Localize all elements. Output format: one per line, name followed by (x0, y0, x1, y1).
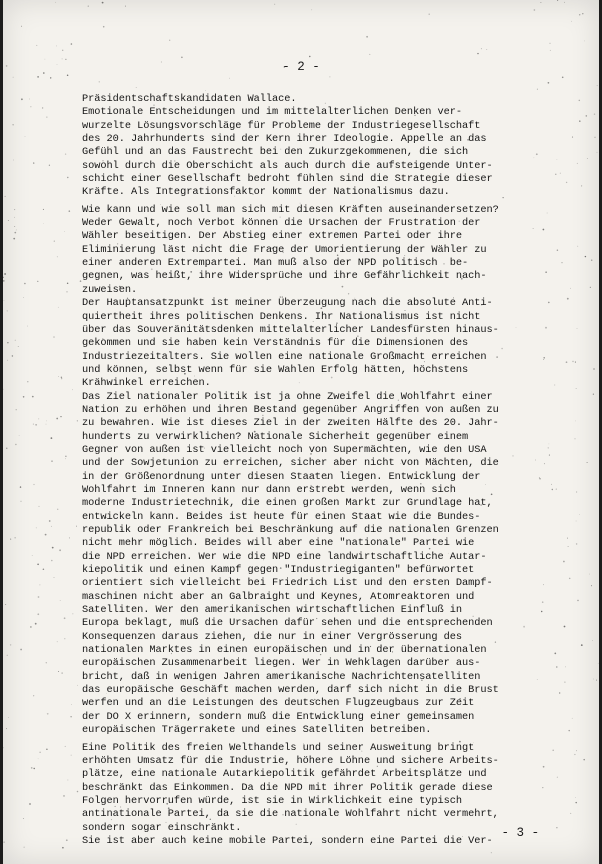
text-line: Gefühl und an das Faustrecht bei den Zukurzgekommenen, die sich (82, 146, 469, 159)
text-line: Eliminierung läst nicht die Frage der Umorientierung der Wähler zu (82, 243, 487, 256)
speck (77, 685, 78, 686)
text-line: Der Hauptansatzpunkt ist meiner Überzeugung nach die absolute Anti- (82, 297, 493, 310)
speck (3, 841, 5, 843)
text-line: Folgen hervorrufen würde, ist sie in Wirklichkeit eine typisch (82, 794, 463, 807)
speck (38, 758, 39, 759)
speck (537, 89, 538, 90)
speck (71, 43, 73, 45)
speck (56, 418, 58, 420)
text-line: gegnen, was heißt, ihre Widersprüche und ihre Gefährlichkeit nach- (82, 270, 487, 283)
speck (169, 40, 170, 41)
speck (369, 54, 370, 55)
speck (21, 98, 23, 100)
text-line: Industriezeitalters. Sie wollen eine nationale Großmacht erreichen (82, 350, 487, 363)
speck (593, 394, 594, 395)
speck (24, 283, 26, 285)
text-line: entwickeln kann. Beides ist heute für einen Staat wie die Bundes- (82, 510, 481, 523)
speck (4, 273, 6, 275)
speck (57, 509, 58, 510)
text-line: Präsidentschaftskandidaten Wallace. (82, 93, 297, 105)
speck (7, 310, 8, 311)
paragraph (82, 93, 582, 200)
speck (274, 4, 275, 5)
speck (591, 259, 592, 260)
speck (27, 381, 28, 382)
text-line: orientiert sich vielleicht bei Friedrich List und den ersten Dampf- (82, 577, 493, 590)
text-line: Wie kann und wie soll man sich mit diesen Kräften auseinandersetzen? (82, 203, 499, 216)
speck (18, 346, 19, 347)
text-line: wurzelte Lösungsvorschläge für Probleme der Industriegesellschaft (82, 119, 481, 132)
speck (59, 549, 61, 551)
speck (549, 43, 550, 44)
speck (54, 577, 55, 578)
text-line: hunderts zu verwirklichen? Nationale Sicherheit gegenüber einem (82, 430, 469, 443)
speck (14, 217, 15, 218)
speck (57, 641, 58, 642)
speck (54, 241, 55, 242)
text-line: Emotionale Entscheidungen und im mittelalterlichen Denken ver- (82, 106, 463, 119)
speck (5, 604, 6, 605)
speck (50, 77, 51, 78)
speck (329, 76, 330, 77)
speck (65, 456, 66, 457)
speck (38, 418, 39, 419)
speck (67, 74, 69, 76)
speck (590, 287, 591, 288)
speck (29, 99, 30, 100)
speck (62, 673, 63, 674)
speck (33, 162, 34, 163)
speck (53, 336, 55, 338)
text-line: einer anderen Extrempartei. Man muß also der NPD politisch be- (82, 257, 469, 270)
document-page (3, 0, 599, 864)
speck (181, 56, 183, 58)
text-line: Wohlfahrt im Inneren kann nur dann erstrebt werden, wenn sich (82, 483, 456, 496)
text-line: Wähler beseitigen. Der Abstieg einer extremen Partei oder ihre (82, 230, 463, 243)
text-line: Nation zu erhöhen und ihren Bestand gegenüber Angriffen von außen zu (82, 403, 499, 416)
speck (62, 847, 64, 849)
speck (29, 803, 31, 805)
speck (7, 655, 8, 656)
text-line: quiertheit ihres politischen Denkens. Ihr Nationalismus ist nicht (82, 310, 481, 323)
speck (586, 115, 588, 117)
speck (491, 852, 492, 853)
speck (55, 2, 56, 3)
speck (102, 2, 104, 4)
speck (67, 177, 68, 178)
speck (24, 847, 25, 848)
speck (25, 136, 26, 137)
speck (39, 752, 40, 753)
speck (10, 644, 11, 645)
speck (61, 378, 62, 379)
speck (6, 448, 7, 449)
speck (594, 114, 595, 115)
speck (13, 160, 14, 161)
speck (33, 484, 34, 485)
speck (58, 376, 59, 377)
text-line: gekommen und sie haben kein Verständnis für die Dimensionen des (82, 337, 469, 350)
speck (7, 342, 8, 343)
speck (125, 6, 126, 7)
speck (49, 165, 50, 166)
speck (477, 53, 478, 54)
speck (68, 780, 69, 781)
speck (61, 377, 62, 378)
speck (37, 76, 39, 78)
speck (23, 396, 25, 398)
text-line: und können, selbst wenn für sie Wahlen Erfolg hätten, höchstens (82, 363, 469, 376)
speck (31, 767, 33, 769)
speck (69, 537, 70, 538)
speck (13, 77, 14, 78)
speck (52, 547, 54, 549)
speck (14, 209, 15, 210)
text-line: Das Ziel nationaler Politik ist ja ohne Zweifel die Wohlfahrt einer (82, 390, 493, 403)
speck (67, 291, 68, 292)
text-line: Konsequenzen daraus ziehen, die nur in einer Vergrösserung des (82, 630, 463, 643)
text-line: sondern sogar einschränkt. (82, 821, 242, 834)
text-line: kiepolitik und einen Kampf gegen "Industriegiganten" befürwortet (82, 564, 475, 577)
speck (103, 26, 105, 28)
speck (36, 45, 37, 46)
speck (27, 326, 28, 327)
speck (595, 137, 596, 138)
speck (77, 420, 78, 421)
text-line: Gegner von außen ist vielleicht noch von Supermächten, wie den USA (82, 443, 487, 456)
speck (205, 90, 206, 91)
speck (51, 560, 53, 562)
speck (51, 526, 52, 527)
text-line: republik oder Frankreich bei Beschränkung auf die nationalen Grenzen (82, 524, 499, 536)
speck (12, 355, 13, 356)
speck (579, 14, 580, 15)
speck (15, 444, 16, 445)
speck (32, 396, 34, 398)
body-text (82, 93, 582, 848)
speck (30, 626, 31, 627)
speck (584, 41, 585, 42)
page-number: - 2 - (282, 60, 320, 74)
text-line: europäischen Zusammenarbeit liegen. Wer in Wehklagen darüber aus- (82, 657, 481, 670)
speck (13, 238, 15, 240)
speck (3, 277, 4, 278)
speck (37, 563, 39, 565)
speck (16, 409, 17, 410)
speck (6, 728, 7, 729)
speck (428, 13, 429, 14)
speck (20, 501, 21, 502)
speck (7, 360, 8, 361)
speck (51, 460, 52, 461)
text-line: europäischen Trägerrakete und eines Satelliten betreiben. (82, 724, 432, 737)
speck (14, 232, 16, 234)
speck (557, 0, 558, 1)
speck (585, 256, 586, 257)
speck (33, 424, 34, 425)
speck (72, 389, 73, 390)
speck (597, 85, 598, 86)
speck (562, 77, 564, 79)
speck (46, 662, 47, 663)
speck (592, 640, 593, 641)
speck (65, 153, 66, 154)
speck (64, 231, 65, 232)
text-line: das europäische Geschäft machen werden, darf sich nicht in die Brust (82, 684, 499, 697)
speck (15, 537, 16, 538)
speck (30, 106, 31, 107)
text-line: Eine Politik des freien Welthandels und seiner Ausweitung bringt (82, 741, 475, 754)
speck (60, 600, 61, 601)
speck (67, 283, 68, 284)
speck (486, 49, 487, 50)
speck (63, 795, 65, 797)
speck (8, 220, 9, 221)
speck (62, 50, 63, 51)
speck (534, 9, 536, 11)
speck (571, 21, 572, 22)
speck (366, 36, 368, 38)
speck (23, 297, 24, 298)
speck (51, 437, 53, 439)
text-line: zu bewahren. Wie ist dieses Ziel in der zweiten Hälfte des 20. Jahr- (82, 417, 499, 430)
speck (49, 520, 51, 522)
text-line: nationalen Marktes in einen europäischen und in der übernationalen (82, 644, 487, 657)
speck (70, 716, 71, 717)
text-line: Kräfte. Als Integrationsfaktor kommt der Nationalismus dazu. (82, 186, 450, 199)
speck (583, 759, 585, 761)
text-line: nicht mehr möglich. Beides will aber eine "nationale" Partei wie (82, 537, 475, 550)
text-line: Satelliten. Wer den amerikanischen wirtschaftlichen Einfluß in (82, 604, 463, 617)
speck (71, 704, 72, 705)
speck (43, 223, 44, 224)
text-line: erhöhten Umsatz für die Industrie, höhere Löhne und sichere Arbeits- (82, 754, 499, 767)
text-line: antinationale Partei, da sie die nationale Wohlfahrt nicht vermehrt, (82, 808, 499, 821)
speck (597, 152, 598, 153)
text-line: bricht, daß in wenigen Jahren amerikanische Nachrichtensatelliten (82, 670, 481, 683)
speck (582, 13, 583, 14)
text-line: zuweisen. (82, 283, 138, 296)
speck (309, 56, 310, 57)
speck (8, 717, 9, 718)
text-line: die NPD erreichen. Wer wie die NPD eine landwirtschaftliche Autar- (82, 550, 487, 563)
speck (43, 568, 45, 570)
speck (36, 528, 37, 529)
speck (64, 617, 66, 619)
text-line: über das Souveränitätsdenken mittelalterlicher Landesfürsten hinaus- (82, 323, 499, 336)
text-line: in der Größenordnung unter diesen Staaten liegen. Entwicklung der (82, 470, 481, 483)
speck (58, 671, 59, 672)
text-line: werfen und an die Leistungen des deutschen Flugzeugbaus zur Zeit (82, 697, 475, 710)
text-line: Krähwinkel erreichen. (82, 377, 211, 390)
text-line: und der Sowjetunion zu erreichen, sicher aber nicht von Mächten, die (82, 457, 499, 470)
speck (3, 747, 4, 748)
speck (136, 87, 137, 88)
speck (14, 226, 15, 227)
speck (65, 746, 66, 747)
speck (35, 424, 36, 425)
speck (15, 340, 16, 341)
text-line: schicht einer Gesellschaft bedroht fühlen sind die Strategie dieser (82, 173, 493, 186)
speck (58, 307, 59, 308)
speck (66, 839, 68, 841)
text-line: Europa beklagt, muß die Ursachen dafür sehen und die entsprechenden (82, 617, 493, 630)
speck (10, 539, 11, 540)
speck (564, 2, 565, 3)
speck (65, 459, 66, 460)
paragraph (82, 204, 582, 738)
speck (311, 9, 312, 10)
speck (39, 506, 40, 507)
speck (19, 435, 20, 436)
text-line: plätze, eine nationale Autarkiepolitik gefährdet Arbeitsplätze und (82, 768, 487, 781)
speck (46, 424, 47, 425)
speck (46, 421, 47, 422)
speck (33, 768, 34, 769)
text-line: Sie ist aber auch keine mobile Partei, sondern eine Partei die Ver- (82, 834, 493, 847)
speck (229, 78, 230, 79)
speck (596, 680, 597, 681)
speck (3, 280, 5, 282)
speck (591, 585, 592, 586)
text-line: der DO X erinnern, sondern muß die Entwicklung einer gemeinsamen (82, 710, 475, 723)
speck (548, 82, 550, 84)
text-line: sowohl durch die Oberschicht als auch durch die aufsteigende Unter- (82, 159, 493, 172)
speck (37, 281, 38, 282)
speck (69, 210, 71, 212)
speck (587, 158, 588, 159)
speck (598, 663, 599, 664)
speck (71, 755, 72, 756)
speck (99, 81, 100, 82)
speck (32, 555, 33, 556)
speck (46, 749, 48, 751)
speck (587, 462, 588, 463)
speck (481, 48, 482, 49)
speck (77, 791, 79, 793)
speck (57, 256, 58, 257)
text-line: des 20. Jahrhunderts sind der Kern ihrer Ideologie. Appelle an das (82, 133, 487, 146)
text-line: maschinen nicht aber an Galbraight und Keynes, Atomreaktoren und (82, 590, 475, 603)
speck (593, 368, 594, 369)
speck (35, 623, 37, 625)
speck (540, 2, 541, 3)
speck (46, 117, 47, 118)
speck (45, 534, 47, 536)
speck (550, 50, 551, 51)
speck (16, 229, 17, 230)
speck (64, 638, 65, 639)
speck (60, 416, 61, 417)
speck (593, 679, 594, 680)
text-line: moderne Industrietechnik, die einen großen Markt zur Grundlage hat, (82, 497, 493, 510)
speck (38, 596, 40, 598)
speck (33, 695, 34, 696)
speck (88, 5, 89, 6)
speck (5, 196, 6, 197)
speck (4, 300, 5, 301)
speck (47, 713, 49, 715)
speck (76, 526, 77, 527)
speck (42, 107, 43, 108)
speck (21, 26, 22, 27)
text-line: beschränkt das Einkommen. Da die NPD mit ihrer Politik gerade diese (82, 781, 493, 794)
speck (39, 584, 40, 585)
text-line: Weder Gewalt, noch Verbot können die Ursachen der Frustration der (82, 217, 481, 230)
next-page-marker: - 3 - (501, 826, 539, 840)
speck (23, 818, 24, 819)
speck (37, 613, 39, 615)
speck (56, 45, 57, 46)
speck (589, 574, 590, 575)
speck (20, 486, 21, 487)
speck (12, 124, 13, 125)
speck (43, 209, 44, 210)
speck (73, 614, 74, 615)
speck (20, 649, 22, 651)
